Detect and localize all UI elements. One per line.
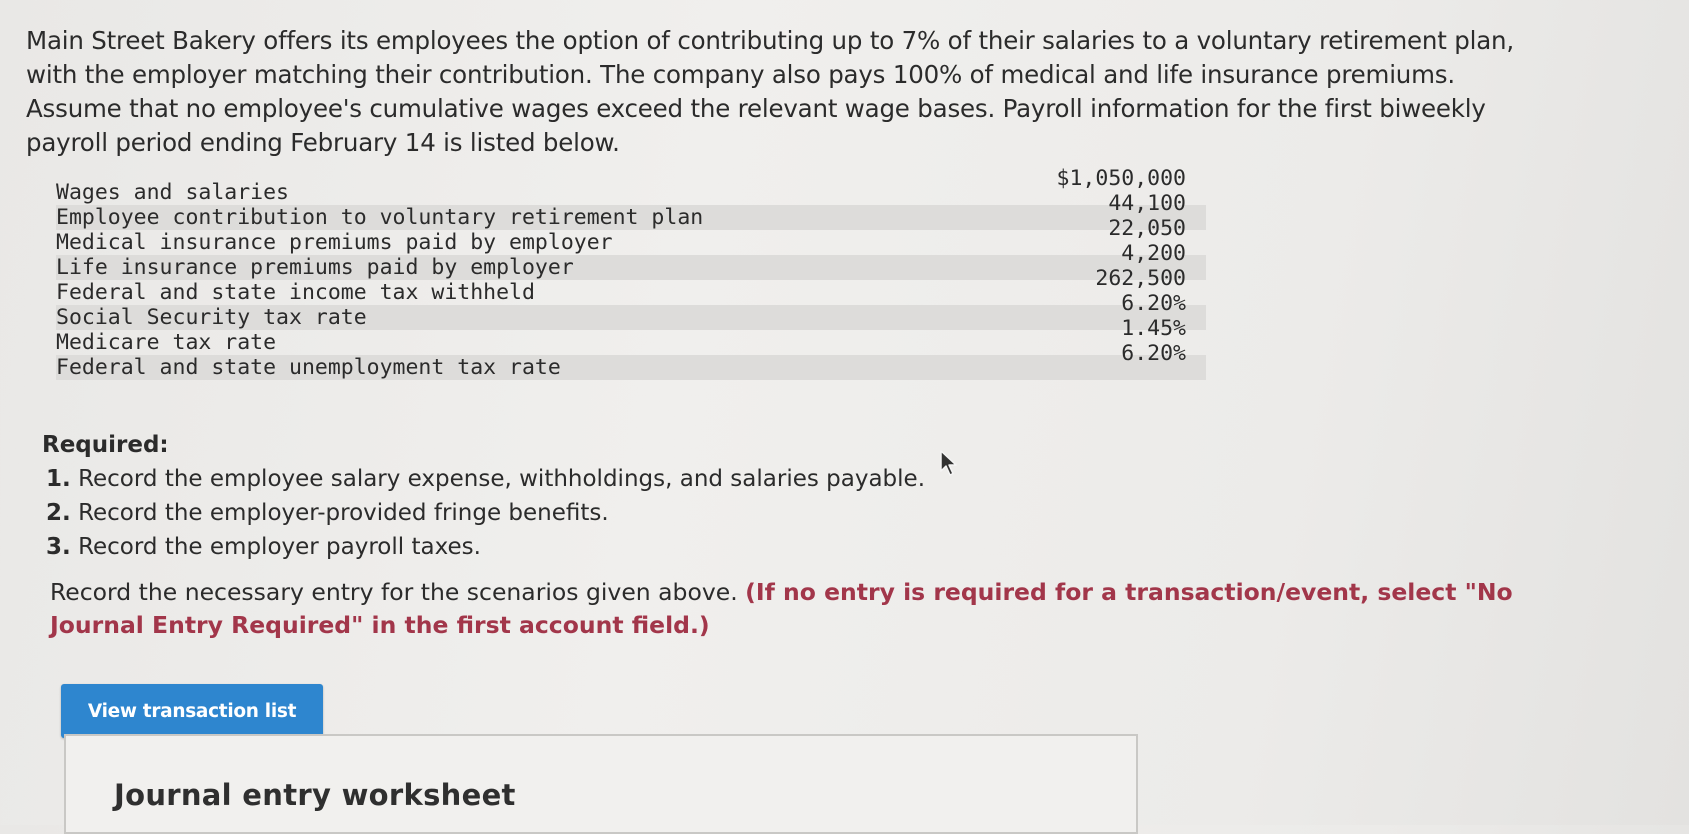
row-value: 6.20% [1121,291,1186,316]
row-value: 44,100 [1108,191,1186,216]
list-item [42,530,925,564]
item-number: 3. [46,534,71,560]
row-label: Social Security tax rate [56,305,367,330]
journal-entry-worksheet-panel [64,734,1138,834]
mouse-pointer-icon [939,449,959,477]
required-section [42,428,925,564]
item-number: 2. [46,500,71,526]
required-list [42,462,925,564]
row-value: 4,200 [1121,241,1186,266]
row-label: Life insurance premiums paid by employer [56,255,574,280]
item-text: Record the employee salary expense, withholdings, and salaries payable. [78,466,926,492]
row-label: Federal and state income tax withheld [56,280,535,305]
row-label: Employee contribution to voluntary retirement plan [56,205,704,230]
row-label: Wages and salaries [56,180,289,205]
item-text: Record the employer payroll taxes. [78,534,481,560]
row-value: 6.20% [1121,341,1186,366]
problem-intro: Main Street Bakery offers its employees the option of contributing up to 7% of their salaries to a voluntary retirement plan, with the employer matching their contribution. The company also pays 100% of medical and life insurance premiums. Assume that no employee's cumulative wages exceed the relevant wage bases. Payroll information for the first biweekly payroll period ending February 14 is listed below. [26,26,1514,157]
row-label: Medicare tax rate [56,330,277,355]
list-item [42,462,925,496]
worksheet-title: Journal entry worksheet [114,778,516,812]
row-value: 1.45% [1121,316,1186,341]
item-number: 1. [46,466,71,492]
item-text: Record the employer-provided fringe benefits. [78,500,609,526]
row-value: $1,050,000 [1056,166,1186,191]
required-title: Required: [42,432,169,458]
view-transaction-list-button[interactable]: View transaction list [61,684,323,738]
instruction-main: Record the necessary entry for the scenarios given above. [50,578,746,606]
row-label: Federal and state unemployment tax rate [56,355,561,380]
payroll-data-table [56,166,1206,380]
row-label: Medical insurance premiums paid by employer [56,230,613,255]
row-value: 22,050 [1108,216,1186,241]
table-row [56,166,1206,205]
list-item [42,496,925,530]
row-value: 262,500 [1095,266,1186,291]
instruction-note: (If no entry is required for a transaction/event, select "No Journal Entry Required" in the first account field.) [50,578,1513,639]
instruction-text [50,576,1570,642]
